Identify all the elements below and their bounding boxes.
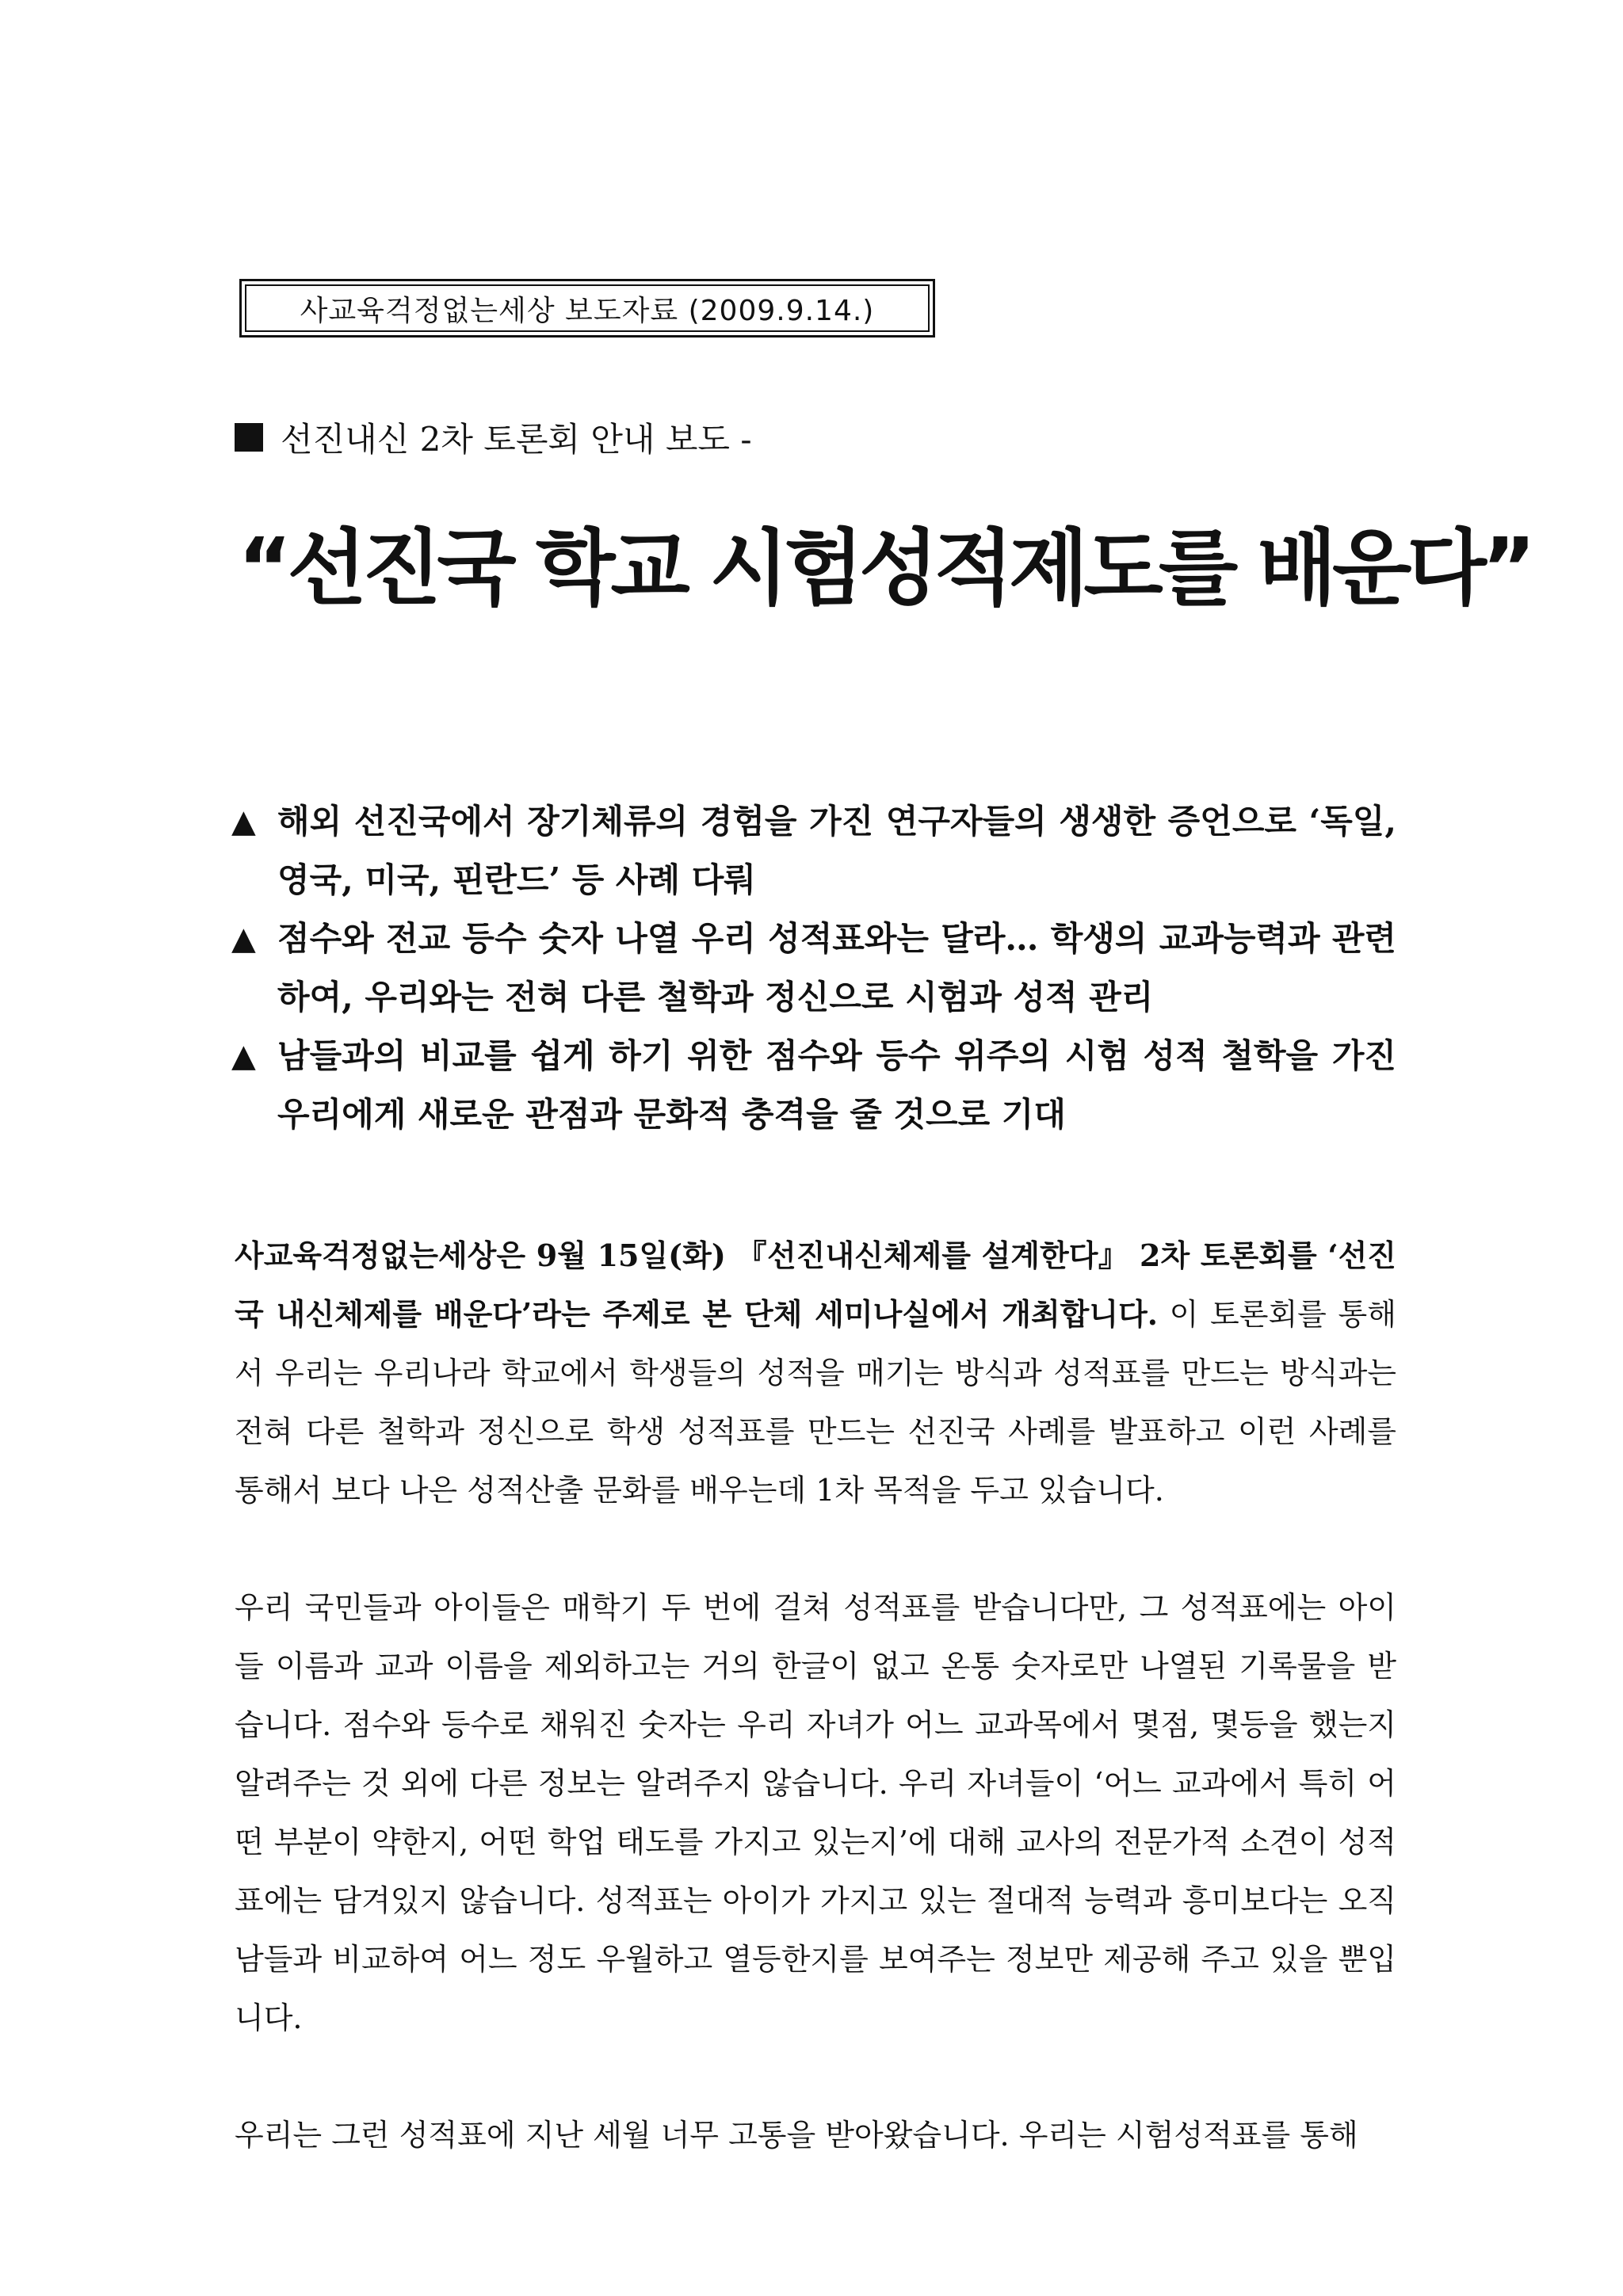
subtitle: [235, 414, 752, 461]
paragraph: 우리 국민들과 아이들은 매학기 두 번에 걸쳐 성적표를 받습니다만, 그 성적표에는 아이들 이름과 교과 이름을 제외하고는 거의 한글이 없고 온통 숫자로만 나열된 기록물을 받습니다. 점수와 등수로 채워진 숫자는 우리 자녀가 어느 교과목에서 몇점, 몇등을 했는지 알려주는 것 외에 다른 정보는 알려주지 않습니다. 우리 자녀들이 ‘어느 교과에서 특히 어떤 부분이 약한지, 어떤 학업 태도를 가지고 있는지’에 대해 교사의 전문가적 소견이 성적표에는 담겨있지 않습니다. 성적표는 아이가 가지고 있는 절대적 능력과 흥미보다는 오직 남들과 비교하여 어느 정도 우월하고 열등한지를 보여주는 정보만 제공해 주고 있을 뿐입니다.: [235, 1590, 1396, 2035]
body-text: [235, 1226, 1396, 2223]
press-release-header-box: [239, 279, 935, 338]
bullet-item: [231, 1027, 1396, 1144]
triangle-bullet-icon: ▲: [231, 1038, 256, 1074]
subtitle-text: 선진내신 2차 토론회 안내 보도 -: [281, 420, 752, 459]
paragraph: 우리는 그런 성적표에 지난 세월 너무 고통을 받아왔습니다. 우리는 시험성적표를 통해: [235, 2118, 1358, 2153]
page-title: “선진국 학교 시험성적제도를 배운다”: [238, 520, 1532, 616]
paragraph-rest: 이 토론회를 통해서 우리는 우리나라 학교에서 학생들의 성적을 매기는 방식과 성적표를 만드는 방식과는 전혀 다른 철학과 정신으로 학생 성적표를 만드는 선진국 사례를 발표하고 이런 사례를 통해서 보다 나은 성적산출 문화를 배우는데 1차 목적을 두고 있습니다.: [235, 1297, 1396, 1508]
triangle-bullet-icon: ▲: [231, 803, 256, 840]
bullet-item: [231, 910, 1396, 1027]
press-release-header-label: 사교육걱정없는세상 보도자료 (2009.9.14.): [245, 284, 930, 332]
black-square-icon: [235, 423, 263, 452]
bullet-text: 점수와 전교 등수 숫자 나열 우리 성적표와는 달라… 학생의 교과능력과 관련하여, 우리와는 전혀 다른 철학과 정신으로 시험과 성적 관리: [277, 919, 1396, 1016]
paragraph-lead: 사교육걱정없는세상은 9월 15일(화) 『선진내신체제를 설계한다』 2차 토론회를 ‘선진국 내신체제를 배운다’라는 주제로 본 단체 세미나실에서 개최합니다.: [235, 1238, 1396, 1332]
bullet-text: 남들과의 비교를 쉽게 하기 위한 점수와 등수 위주의 시험 성적 철학을 가진 우리에게 새로운 관점과 문화적 충격을 줄 것으로 기대: [277, 1036, 1396, 1134]
summary-bullets: [231, 792, 1396, 1144]
bullet-item: [231, 792, 1396, 910]
triangle-bullet-icon: ▲: [231, 921, 256, 957]
paragraph: [235, 1226, 1396, 1520]
bullet-text: 해외 선진국에서 장기체류의 경험을 가진 연구자들의 생생한 증언으로 ‘독일, 영국, 미국, 핀란드’ 등 사례 다뤄: [277, 802, 1396, 899]
